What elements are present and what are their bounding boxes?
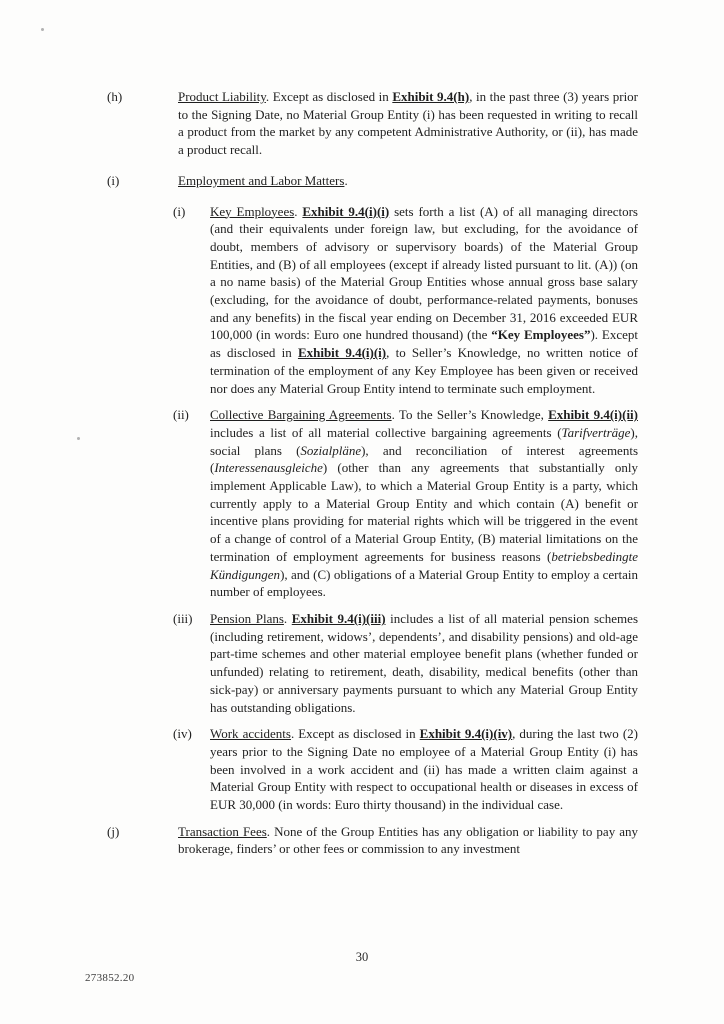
clause-label: (iii)	[173, 610, 193, 626]
clause-row	[0, 406, 724, 601]
clause-text: Work accidents. Except as disclosed in Exhibit 9.4(i)(iv), during the last two (2) years prior to the Signing Date no employee of a Material Group Entity (i) has been involved in a work accident and (ii) has made a written claim against a Material Group Entity with respect to occupational health or diseases in excess of EUR 30,000 (in words: Euro thirty thousand) in the individual case.	[210, 726, 638, 813]
page-number: 30	[355, 950, 369, 964]
clause-row	[0, 823, 724, 858]
clause-label: (j)	[107, 823, 120, 839]
clause-label: (i)	[107, 172, 120, 188]
clause-text: Transaction Fees. None of the Group Entities has any obligation or liability to pay any brokerage, finders’ or other fees or commission to any investment	[178, 823, 638, 857]
scan-speck	[41, 28, 44, 31]
clause-text: Employment and Labor Matters.	[178, 172, 348, 188]
clause-row	[0, 725, 724, 814]
clause-row	[0, 610, 724, 716]
clause-text: Collective Bargaining Agreements. To the Seller’s Knowledge, Exhibit 9.4(i)(ii) includes a list of all material collective bargaining agreements (Tarifverträge), social plans (Sozialpläne), and reconciliation of interest agreements (Interessenausgleiche) (other than any agreements that substantially only implement Applicable Law), to which a Material Group Entity is a party, which currently apply to a Material Group Entity and which contain (A) benefit or incentive plans providing for material rights which will be triggered in the event of a change of control of a Material Group Entity, (B) material limitations on the termination of employment agreements for business reasons (betriebsbedingte Kündigungen), and (C) obligations of a Material Group Entity to employ a certain number of employees.	[210, 407, 638, 600]
clause-row	[0, 88, 724, 159]
clause-label: (iv)	[173, 726, 192, 742]
clause-row	[0, 172, 724, 190]
clause-text: Product Liability. Except as disclosed in Exhibit 9.4(h), in the past three (3) years prior to the Signing Date, no Material Group Entity (i) has been requested in writing to recall a product from the market by any competent Administrative Authority, or (ii), has made a product recall.	[178, 89, 639, 158]
clause-text: Key Employees. Exhibit 9.4(i)(i) sets forth a list (A) of all managing directors (and their equivalents under foreign law, but excluding, for the avoidance of doubt, members of advisory or supervisory boards) of the Material Group Entities, and (B) of all employees (except if already listed pursuant to lit. (A)) (on a no name basis) of the Material Group Entities whose annual gross base salary (excluding, for the avoidance of doubt, performance-related payments, bonuses and any benefits) in the fiscal year ending on December 31, 2016 exceeded EUR 100,000 (in words: Euro one hundred thousand) (the “Key Employees”). Except as disclosed in Exhibit 9.4(i)(i), to Seller’s Knowledge, no written notice of termination of the employment of any Key Employee has been given or received nor does any Material Group Entity intend to terminate such employment.	[210, 203, 639, 396]
clause-text: Pension Plans. Exhibit 9.4(i)(iii) includes a list of all material pension schemes (including retirement, widows’, dependents’, and disability pensions) and old-age part-time schemes and other material employee benefit plans (whether funded or unfunded) relating to retirement, death, disability, medical benefits (other than sick-pay) or anniversary payments pursuant to which any Material Group Entity has outstanding obligations.	[210, 610, 638, 715]
clause-row	[0, 203, 724, 398]
clause-label: (h)	[107, 89, 123, 104]
document-body	[0, 88, 724, 871]
clause-label: (ii)	[173, 407, 189, 423]
document-control-number: 273852.20	[85, 972, 135, 984]
clause-label: (i)	[173, 203, 186, 219]
